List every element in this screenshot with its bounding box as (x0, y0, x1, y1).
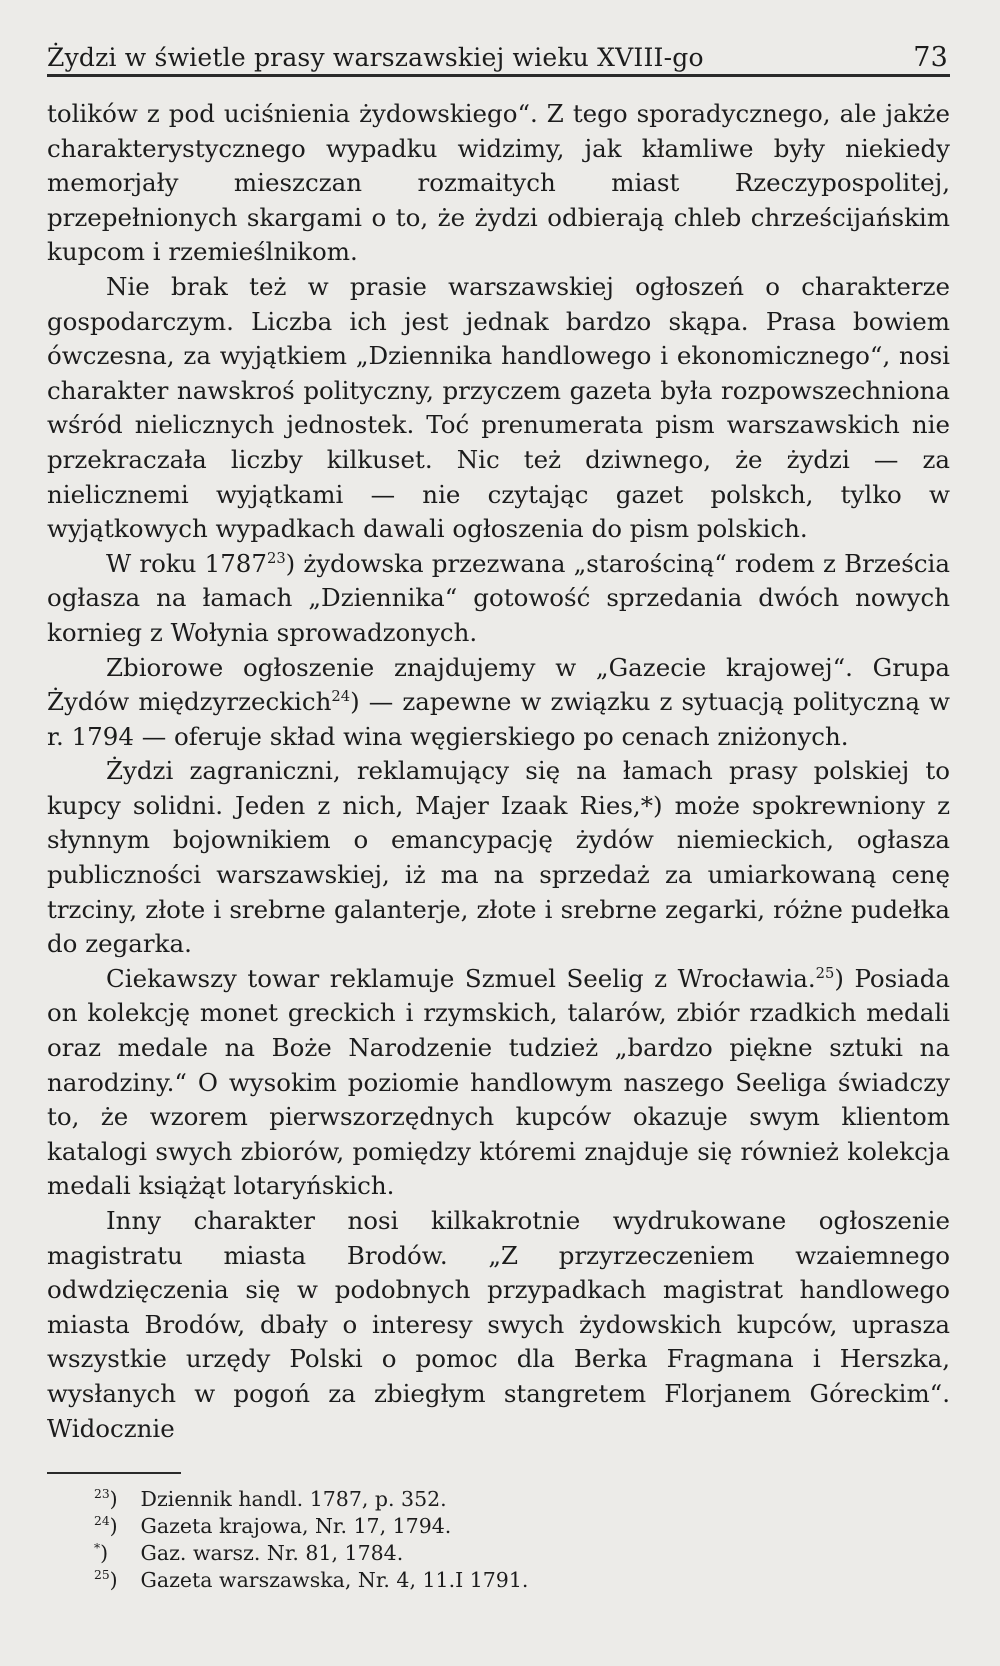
footnote-text: Dziennik handl. 1787, p. 352. (140, 1487, 447, 1512)
text-run: ) Posiada on kolekcję monet greckich i rzymskich, talarów, zbiór rzadkich medali oraz medale na Boże Narodzenie tudzież „bardzo piękne sztuki na narodziny.“ O wysokim poziomie handlowym naszego Seeliga świadczy to, że wzorem pierwszorzędnych kupców okazuje swym klientom katalogi swych zbiorów, pomiędzy któremi znajduje się również kolekcja medali książąt lotaryńskich. (47, 963, 950, 1201)
page-number: 73 (913, 42, 948, 73)
paragraph (47, 1204, 950, 1446)
text-run: Inny charakter nosi kilkakrotnie wydrukowane ogłoszenie magistratu miasta Brodów. „Z przyrzeczeniem wzaiemnego odwdzięczenia się w podobnych przypadkach magistrat handlowego miasta Brodów, dbały o interesy swych żydowskich kupców, uprasza wszystkie urzędy Polski o pomoc dla Berka Fragmana i Herszka, wysłanych w pogoń za zbiegłym stangretem Florjanem Góreckim“. Widocznie (47, 1206, 950, 1443)
text-run: ) żydowska przezwana „starościną“ rodem z Brześcia ogłasza na łamach „Dziennika“ gotowość sprzedania dwóch nowych kornieg z Wołynia sprowadzonych. (47, 548, 950, 647)
footnote-ref: 25 (815, 964, 835, 982)
paragraph (47, 754, 950, 962)
text-run: ) — zapewne w związku z sytuacją polityczną w r. 1794 — oferuje skład wina węgierskiego po cenach zniżonych. (47, 687, 951, 751)
footnote-ref: 24 (331, 687, 351, 705)
text-run: Żydzi zagraniczni, reklamujący się na łamach prasy polskiej to kupcy solidni. Jeden z nich, Majer Izaak Ries,*) może spokrewniony z słynnym bojownikiem o emancypację żydów niemieckich, ogłasza publiczności warszawskiej, iż ma na sprzedaż za umiarkowaną cenę trzciny, złote i srebrne galanterje, złote i srebrne zegarki, różne pudełka do zegarka. (47, 756, 950, 959)
footnote (47, 1513, 950, 1540)
footnote-mark: $^{23}$) (94, 1487, 118, 1512)
footnote-rule (47, 1472, 181, 1474)
running-head (47, 38, 950, 77)
footnote-number: * (94, 1541, 101, 1556)
paragraph (47, 270, 950, 547)
paragraph (47, 97, 950, 270)
footnote (47, 1567, 950, 1594)
body-text (47, 97, 950, 1446)
running-title: Żydzi w świetle prasy warszawskiej wieku XVIII-go (47, 43, 704, 72)
footnote-number: 23 (94, 1487, 110, 1502)
text-run: W roku 1787 (106, 548, 267, 578)
footnote-text: Gazeta warszawska, Nr. 4, 11.I 1791. (140, 1568, 529, 1593)
paragraph (47, 651, 950, 755)
paragraph (47, 962, 950, 1204)
footnote-mark: *) (94, 1541, 109, 1566)
footnote-ref: 23 (266, 549, 286, 567)
footnote-number: 25 (94, 1568, 110, 1583)
footnotes (47, 1486, 950, 1594)
footnote-mark: $^{24}$) (94, 1514, 118, 1539)
footnote (47, 1486, 950, 1513)
footnote-text: Gaz. warsz. Nr. 81, 1784. (140, 1541, 404, 1566)
footnote-text: Gazeta krajowa, Nr. 17, 1794. (140, 1514, 452, 1539)
footnote-mark: $^{25}$) (94, 1568, 118, 1593)
footnote (47, 1540, 950, 1567)
text-run: Zbiorowe ogłoszenie znajdujemy w „Gazecie krajowej“. Grupa Żydów międzyrzeckich (47, 652, 950, 717)
text-run: tolików z pod uciśnienia żydowskiego“. Z tego sporadycznego, ale jakże charakterystycznego wypadku widzimy, jak kłamliwe były niekiedy memorjały mieszczan rozmaitych miast Rzeczypospolitej, przepełnionych skargami o to, że żydzi odbierają chleb chrześcijańskim kupcom i rzemieślnikom. (47, 99, 950, 267)
paragraph (47, 547, 950, 651)
text-run: Ciekawszy towar reklamuje Szmuel Seelig z Wrocławia. (106, 963, 816, 993)
text-run: Nie brak też w prasie warszawskiej ogłoszeń o charakterze gospodarczym. Liczba ich jest jednak bardzo skąpa. Prasa bowiem ówczesna, za wyjątkiem „Dziennika handlowego i ekonomicznego“, nosi charakter nawskroś polityczny, przyczem gazeta była rozpowszechniona wśród nielicznych jednostek. Toć prenumerata pism warszawskich nie przekraczała liczby kilkuset. Nic też dziwnego, że żydzi — za nielicznemi wyjątkami — nie czytając gazet polskch, tylko w wyjątkowych wypadkach dawali ogłoszenia do pism polskich. (47, 271, 950, 544)
footnote-number: 24 (94, 1514, 110, 1529)
